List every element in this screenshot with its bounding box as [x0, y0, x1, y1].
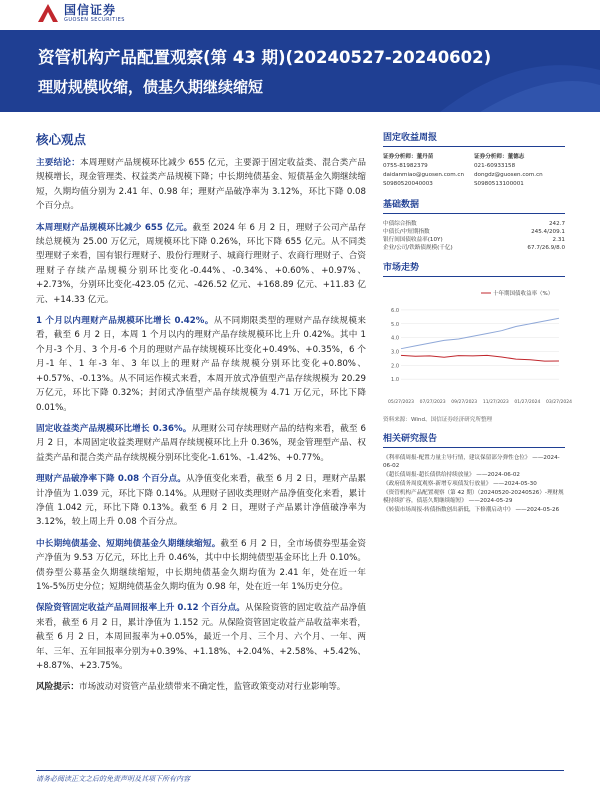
section-title: 核心观点 — [36, 132, 87, 147]
chart-x-tick-label: 09/27/2023 — [451, 400, 478, 405]
paragraph-lead: 风险提示： — [36, 682, 79, 693]
chart-y-tick-label: 6.0 — [391, 307, 399, 314]
paragraph — [36, 680, 366, 694]
paragraph-text: 从净值变化来看，截至 6 月 2 日，理财产品累计净值为 1.039 元，环比下降 0.14%。从理财子固收类理财产品净值变化来看，累计净值 1.042 元，环比下降 0.13%。截至 6 月 2 日，理财子产品累计净值破净率为 3.12%，较上周上升 0.08 个百分点。 — [36, 474, 366, 528]
key-data-row — [383, 228, 565, 236]
report-title: 资管机构产品配置观察(第 43 期)(20240527-20240602) — [38, 48, 492, 67]
paragraph-text: 本周理财产品规模环比减少 655 亿元，主要源于固定收益类、混合类产品规模增长，现金管理类、权益类产品规模下降；中长期纯债基金、短债基金久期继续缩短，久期均值分别为 2.41 年、0.98 年；理财产品破净率为 3.12%，环比下降 0.08 个百分点。 — [36, 158, 366, 212]
chart-x-tick-label: 03/27/2024 — [546, 400, 572, 405]
key-data-row — [383, 220, 565, 228]
chart-y-tick-label: 1.0 — [391, 377, 399, 384]
sidebar — [383, 130, 572, 515]
key-data-value: 67.7/26.9/8.0 — [527, 245, 565, 251]
key-data-label: 企业/公司/铁路债规模(千亿) — [383, 245, 453, 251]
chart-series-line — [401, 318, 559, 348]
banner-decoration-icon — [400, 30, 600, 112]
chart-source: 资料来源：Wind、国信证券经济研究所整理 — [383, 417, 493, 423]
related-report-link[interactable]: 《转债市场周报-转债指数创出新低，下修潮启动中》 ——2024-05-26 — [383, 507, 560, 513]
chart-x-tick-label: 01/27/2024 — [514, 400, 541, 405]
paragraph-lead: 本周理财产品规模环比减少 655 亿元。 — [36, 222, 193, 233]
paragraph-lead: 1 个月以内理财产品规模环比增长 0.42%。 — [36, 316, 214, 327]
paragraph-text: 截至 2024 年 6 月 2 日，理财子公司产品存续总规模为 25.00 万亿元，周规模环比下降 0.26%，环比下降 655 亿元。从不同类型理财子来看，国有银行理财子、股份行理财子、城商行理财子、农商行理财子、合资理财子存续产品规模分别环比变化-0.44%、-0.34%、+0.60%、+0.97%、+2.73%，分别环比变化-423.05 亿元、-426.52 亿元、+168.89 亿元、+11.83 亿元、+14.33 亿元。 — [36, 222, 366, 305]
chart-y-tick-label: 5.0 — [391, 321, 399, 328]
related-title: 相关研究报告 — [383, 431, 565, 448]
key-data-label: 中债综合指数 — [383, 221, 417, 227]
logo-cn: 国信证券 — [64, 3, 117, 17]
company-logo — [36, 2, 125, 24]
key-data-row — [383, 244, 565, 252]
paragraph-text: 市场波动对资管产品业绩带来不确定性，监管政策变动对行业影响等。 — [78, 682, 346, 693]
paragraph — [36, 156, 366, 214]
key-data-table — [383, 220, 565, 252]
report-subtitle: 理财规模收缩，债基久期继续缩短 — [38, 78, 264, 96]
report-type: 固定收益周报 — [383, 130, 565, 147]
related-report-link[interactable]: 《资管机构产品配置观察（第 42 期）（20240520-20240526）-理财规模持续扩容，债基久期继续缩短》 ——2024-05-29 — [383, 490, 564, 504]
footer-disclaimer: 请务必阅读正文之后的免责声明及其项下所有内容 — [36, 770, 564, 784]
paragraph-lead: 保险资管固定收益产品周回报率上升 0.12 个百分点。 — [36, 603, 245, 614]
logo-mark-icon — [36, 2, 60, 24]
paragraph — [36, 537, 366, 595]
chart-title: 市场走势 — [383, 260, 565, 277]
paragraph-lead: 中长期纯债基金、短期纯债基金久期继续缩短。 — [36, 538, 221, 549]
paragraph-lead: 理财产品破净率下降 0.08 个百分点。 — [36, 474, 187, 485]
key-data-label: 中债长/中短期指数 — [383, 229, 430, 235]
paragraph-text: 截至 6 月 2 日，全市场债券型基金资产净值为 9.53 万亿元，环比上升 0.46%，其中中长期纯债型基金环比上升 0.10%。债券型公募基金久期继续缩短，中长期纯债基金久期均值为 2.41 年，处在近一年 1%-5%历史分位；短期纯债基金久期均值为 0.98 年，处在近一年 1%历史分位。 — [36, 538, 366, 592]
chart-x-tick-label: 05/27/2023 — [388, 400, 414, 405]
related-report-link[interactable]: 《政府债务周度观察-新增专项债发行放量》 ——2024-05-30 — [383, 481, 537, 487]
paragraph-text: 从不同期限类型的理财产品存续规模来看，截至 6 月 2 日，本周 1 个月以内的理财产品存续规模环比上升 0.42%。其中 1 个月-3 个月、3 个月-6 个月的理财产品存续规模环比变化+0.49%、+0.35%，6 个月-1 年、1 年-3 年、3 年以上的理财产品存续规模分别环比变化+0.80%、+0.57%、-0.13%。从不同运作模式来看，本周开放式净值型产品存续规模为 20.29 万亿元，环比下降 0.32%；封闭式净值型产品存续规模为 4.71 万亿元，环比下降 0.01%。 — [36, 316, 366, 413]
paragraph-text: 从保险资管的固定收益产品净值来看，截至 6 月 2 日，累计净值为 1.152 元。从保险资管固定收益产品收益率来看，截至 6 月 2 日，本周回报率为+0.05%，最近一个月、三个月、六个月、一年、两年、三年、五年回报率分别为+0.39%、+1.18%、+2.04%、+2.58%、+5.42%、+8.87%、+23.75%。 — [36, 603, 366, 671]
paragraph-text: 从理财公司存续理财产品的结构来看，截至 6 月 2 日，本周固定收益类理财产品周存续规模环比上升 0.36%，现金管理型产品、权益类产品和混合类产品存续规模分别环比变化-1.61%、-1.42%、+0.77%。 — [36, 423, 366, 463]
paragraph — [36, 314, 366, 415]
key-data-row — [383, 236, 565, 244]
analyst-block — [383, 153, 565, 189]
key-data-value: 242.7 — [548, 221, 565, 227]
paragraph — [36, 422, 366, 465]
chart-x-tick-label: 11/27/2023 — [482, 400, 509, 405]
related-report-link[interactable]: 《利率债周报-配置力量主导行情，建议保留部分弹性仓位》 ——2024-06-02 — [383, 455, 560, 469]
key-data-title: 基础数据 — [383, 197, 565, 214]
analyst-1: 证券分析师：董丹苗 0755-81982379 daidanmiao@guosen.com.cn S0980520040003 — [383, 154, 465, 187]
related-list — [383, 454, 565, 514]
paragraph — [36, 601, 366, 673]
paragraph — [36, 221, 366, 307]
chart-series-line — [401, 355, 559, 361]
key-data-label: 银行间国债收益率(10Y) — [383, 237, 443, 243]
paragraph — [36, 472, 366, 530]
key-data-value: 2.31 — [552, 237, 565, 243]
chart-x-tick-label: 07/27/2023 — [419, 400, 446, 405]
paragraph-lead: 主要结论： — [36, 158, 80, 168]
logo-bar — [0, 0, 600, 30]
chart-legend-label: 十年期国债收益率（%） — [493, 291, 554, 297]
core-views-column — [36, 130, 366, 702]
market-trend-chart — [383, 283, 572, 413]
chart-y-tick-label: 4.0 — [391, 335, 399, 342]
paragraph-lead: 固定收益类产品规模环比增长 0.36%。 — [36, 423, 192, 434]
analyst-2: 证券分析师：董德志 021-60933158 dongdz@guosen.com.cn S0980513100001 — [474, 154, 543, 187]
related-report-link[interactable]: 《超长债周报-超长债供给持续放量》 ——2024-06-02 — [383, 472, 520, 478]
chart-y-tick-label: 2.0 — [391, 363, 399, 370]
key-data-value: 245.4/209.1 — [531, 229, 565, 235]
title-banner — [0, 30, 600, 112]
chart-y-tick-label: 3.0 — [391, 349, 399, 356]
logo-en: GUOSEN SECURITIES — [64, 17, 125, 23]
